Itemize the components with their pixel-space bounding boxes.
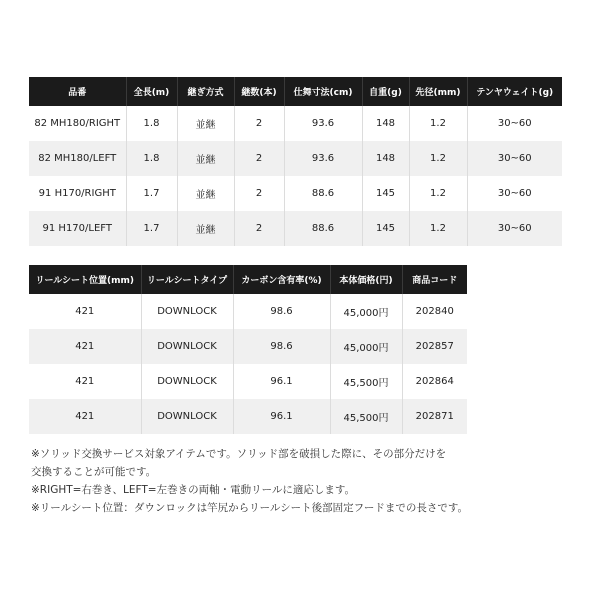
cell-price: 45,500円 [330, 399, 402, 434]
table-row [29, 399, 467, 434]
cell-tenya-weight: 30~60 [467, 176, 562, 211]
cell-reel-seat-type: DOWNLOCK [141, 329, 233, 364]
spec-table-1-header-row [29, 77, 562, 106]
cell-weight: 145 [362, 211, 409, 246]
cell-tip-diameter: 1.2 [409, 176, 467, 211]
cell-reel-seat-position: 421 [29, 294, 141, 329]
cell-total-length: 1.7 [126, 176, 177, 211]
cell-sections: 2 [234, 141, 284, 176]
cell-product-number: 91 H170/LEFT [29, 211, 126, 246]
col-header-reel-seat-type: リールシートタイプ [141, 265, 233, 294]
cell-sections: 2 [234, 211, 284, 246]
cell-joint-type: 並継 [177, 176, 234, 211]
cell-product-number: 91 H170/RIGHT [29, 176, 126, 211]
cell-reel-seat-type: DOWNLOCK [141, 364, 233, 399]
col-header-carbon-content: カーボン含有率(%) [233, 265, 330, 294]
cell-price: 45,500円 [330, 364, 402, 399]
col-header-tip-diameter: 先径(mm) [409, 77, 467, 106]
cell-joint-type: 並継 [177, 141, 234, 176]
cell-joint-type: 並継 [177, 106, 234, 141]
table-row [29, 329, 467, 364]
notes [31, 445, 571, 517]
cell-price: 45,000円 [330, 329, 402, 364]
spec-table-2-header-row [29, 265, 467, 294]
col-header-closed-length: 仕舞寸法(cm) [284, 77, 362, 106]
cell-weight: 148 [362, 141, 409, 176]
col-header-weight: 自重(g) [362, 77, 409, 106]
table-row [29, 211, 562, 246]
cell-product-code: 202864 [402, 364, 467, 399]
col-header-tenya-weight: テンヤウェイト(g) [467, 77, 562, 106]
table-row [29, 176, 562, 211]
note-line: ※RIGHT=右巻き、LEFT=左巻きの両軸・電動リールに適応します。 [31, 484, 356, 496]
cell-weight: 148 [362, 106, 409, 141]
cell-closed-length: 93.6 [284, 141, 362, 176]
cell-tenya-weight: 30~60 [467, 141, 562, 176]
col-header-product-code: 商品コード [402, 265, 467, 294]
note-line: ※ソリッド交換サービス対象アイテムです。ソリッド部を破損した際に、その部分だけを [31, 448, 447, 460]
table-row [29, 141, 562, 176]
col-header-reel-seat-position: リールシート位置(mm) [29, 265, 141, 294]
cell-total-length: 1.8 [126, 106, 177, 141]
cell-product-code: 202871 [402, 399, 467, 434]
cell-reel-seat-type: DOWNLOCK [141, 399, 233, 434]
table-row [29, 294, 467, 329]
cell-price: 45,000円 [330, 294, 402, 329]
cell-carbon-content: 98.6 [233, 329, 330, 364]
cell-carbon-content: 98.6 [233, 294, 330, 329]
col-header-joint-type: 継ぎ方式 [177, 77, 234, 106]
cell-carbon-content: 96.1 [233, 364, 330, 399]
cell-product-number: 82 MH180/LEFT [29, 141, 126, 176]
cell-total-length: 1.7 [126, 211, 177, 246]
table-row [29, 364, 467, 399]
cell-tip-diameter: 1.2 [409, 211, 467, 246]
cell-reel-seat-position: 421 [29, 364, 141, 399]
cell-closed-length: 93.6 [284, 106, 362, 141]
cell-reel-seat-position: 421 [29, 399, 141, 434]
cell-joint-type: 並継 [177, 211, 234, 246]
cell-reel-seat-type: DOWNLOCK [141, 294, 233, 329]
cell-closed-length: 88.6 [284, 211, 362, 246]
cell-tip-diameter: 1.2 [409, 141, 467, 176]
col-header-total-length: 全長(m) [126, 77, 177, 106]
col-header-product-number: 品番 [29, 77, 126, 106]
cell-weight: 145 [362, 176, 409, 211]
cell-reel-seat-position: 421 [29, 329, 141, 364]
cell-carbon-content: 96.1 [233, 399, 330, 434]
cell-sections: 2 [234, 106, 284, 141]
cell-sections: 2 [234, 176, 284, 211]
cell-tip-diameter: 1.2 [409, 106, 467, 141]
note-line: 交換することが可能です。 [31, 466, 157, 478]
table-row [29, 106, 562, 141]
cell-total-length: 1.8 [126, 141, 177, 176]
col-header-sections: 継数(本) [234, 77, 284, 106]
col-header-price: 本体価格(円) [330, 265, 402, 294]
spec-table-2 [29, 265, 467, 434]
note-line: ※リールシート位置：ダウンロックは竿尻からリールシート後部固定フードまでの長さです。 [31, 502, 468, 514]
cell-product-code: 202840 [402, 294, 467, 329]
cell-product-code: 202857 [402, 329, 467, 364]
cell-tenya-weight: 30~60 [467, 106, 562, 141]
cell-tenya-weight: 30~60 [467, 211, 562, 246]
spec-table-1 [29, 77, 562, 246]
cell-closed-length: 88.6 [284, 176, 362, 211]
cell-product-number: 82 MH180/RIGHT [29, 106, 126, 141]
